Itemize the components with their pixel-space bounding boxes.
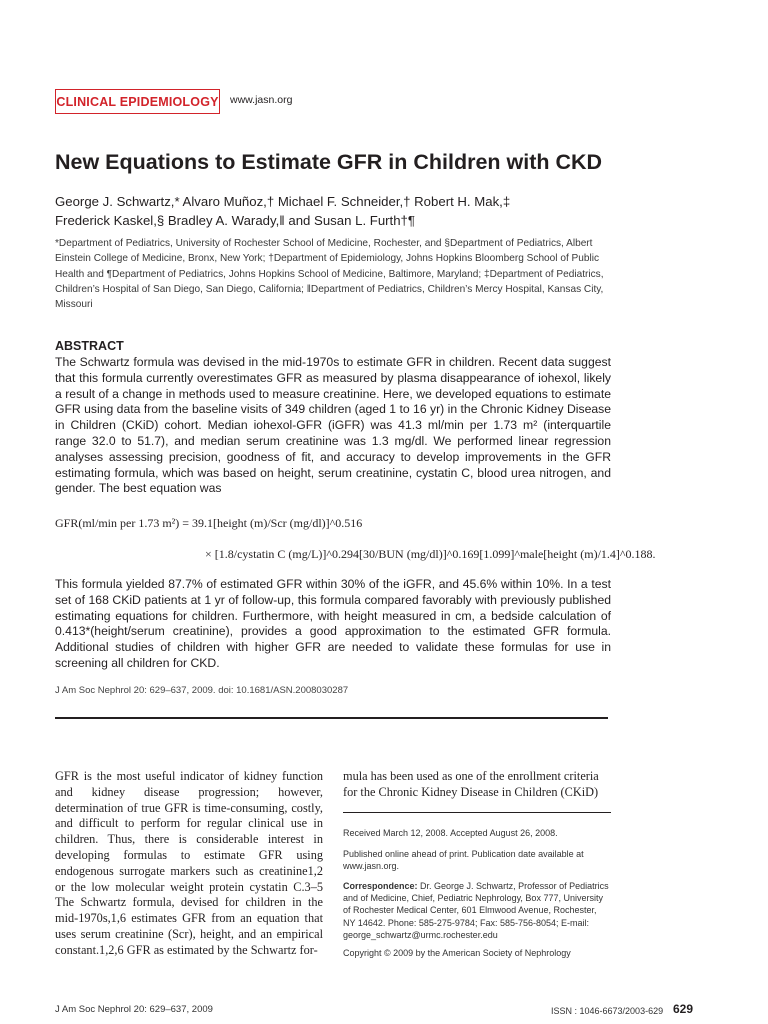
divider — [55, 717, 608, 719]
article-title: New Equations to Estimate GFR in Children with CKD — [55, 150, 603, 174]
received-note: Received March 12, 2008. Accepted August 26, 2008. — [343, 828, 558, 838]
correspondence-label: Correspondence: — [343, 881, 418, 891]
page-number: 629 — [673, 1002, 694, 1016]
body-column-2: mula has been used as one of the enrollment criteria for the Chronic Kidney Disease in Children (CKiD) — [343, 769, 599, 799]
abstract-heading: ABSTRACT — [55, 339, 124, 353]
correspondence-note — [343, 880, 611, 941]
citation: J Am Soc Nephrol 20: 629–637, 2009. doi: 10.1681/ASN.2008030287 — [55, 685, 349, 696]
body-column-1: GFR is the most useful indicator of kidney function and kidney disease progression; however, determination of true GFR is time-consuming, costly, and difficult to perform for regular clinical use in children. Thus, there is considerable interest in developing formulas to estimate GFR using endogenous surrogate markers such as creatinine1,2 or the low molecular weight protein cystatin C.3–5 The Schwartz formula, devised for children in the mid-1970s,1,6 estimates GFR from an equation that uses serum creatinine (Scr), height, and an empirical constant.1,2,6 GFR as estimated by the Schwartz for- — [55, 769, 323, 957]
abstract-paragraph-2: This formula yielded 87.7% of estimated GFR within 30% of the iGFR, and 45.6% within 10%. In a test set of 168 CKiD patients at 1 yr of follow-up, this formula compared favorably with previously published estimating equations for children. Furthermore, with height measured in cm, a bedside calculation of 0.413*(height/serum creatinine), provides a good approximation to the estimated GFR formula. Additional studies of children with higher GFR are needed to validate these formulas for use in screening all children for CKD. — [55, 577, 611, 670]
published-note: Published online ahead of print. Publication date available at www.jasn.org. — [343, 849, 584, 872]
journal-url[interactable]: www.jasn.org — [230, 94, 293, 106]
authors-line-1: George J. Schwartz,* Alvaro Muñoz,† Michael F. Schneider,† Robert H. Mak,‡ — [55, 194, 511, 209]
authors-line-2: Frederick Kaskel,§ Bradley A. Warady,‖ and Susan L. Furth†¶ — [55, 213, 415, 228]
correspondence-text: Dr. George J. Schwartz, Professor of Pediatrics and of Medicine, Chief, Pediatric Nephrology, Box 777, University of Rochester Medical Center, 601 Elmwood Avenue, Rochester, NY 14642. Phone: 585-275-9784; Fax: 585-756-8054; E-mail: george_schwartz@urmc.rochester.edu — [343, 881, 609, 940]
footer-issn: ISSN : 1046-6673/2003-629 — [551, 1006, 664, 1016]
equation-line-2: × [1.8/cystatin C (mg/L)]^0.294[30/BUN (mg/dl)]^0.169[1.099]^male[height (m)/1.4]^0.188. — [205, 547, 656, 561]
equation-line-1: GFR(ml/min per 1.73 m²) = 39.1[height (m)/Scr (mg/dl)]^0.516 — [55, 516, 363, 530]
section-tag: CLINICAL EPIDEMIOLOGY — [55, 89, 220, 114]
notes-divider — [343, 812, 611, 813]
abstract-paragraph-1: The Schwartz formula was devised in the mid-1970s to estimate GFR in children. Recent data suggest that this formula currently overestimates GFR as measured by plasma disappearance of iohexol, likely a result of a change in methods used to measure creatinine. Here, we developed equations to estimate GFR using data from the baseline visits of 349 children (aged 1 to 16 yr) in the Chronic Kidney Disease in Children (CKiD) cohort. Median iohexol-GFR (iGFR) was 41.3 ml/min per 1.73 m² (interquartile range 32.0 to 51.7), and median serum creatinine was 1.3 mg/dl. We performed linear regression analyses assessing precision, goodness of fit, and accuracy to develop improvements in the GFR estimating formula, which was based on height, serum creatinine, cystatin C, blood urea nitrogen, and gender. The best equation was — [55, 355, 611, 496]
author-list — [55, 192, 595, 230]
affiliations: *Department of Pediatrics, University of Rochester School of Medicine, Rochester, and §Department of Pediatrics, Albert Einstein College of Medicine, Bronx, New York; †Department of Epidemiology, Johns Hopkins Bloomberg School of Public Health and ¶Department of Pediatrics, Johns Hopkins School of Medicine, Baltimore, Maryland; ‡Department of Pediatrics, Children’s Hospital of San Diego, San Diego, California; ‖Department of Pediatrics, Children’s Mercy Hospital, Kansas City, Missouri — [55, 238, 604, 311]
copyright-note: Copyright © 2009 by the American Society of Nephrology — [343, 948, 571, 958]
footer-journal: J Am Soc Nephrol 20: 629–637, 2009 — [55, 1004, 213, 1015]
